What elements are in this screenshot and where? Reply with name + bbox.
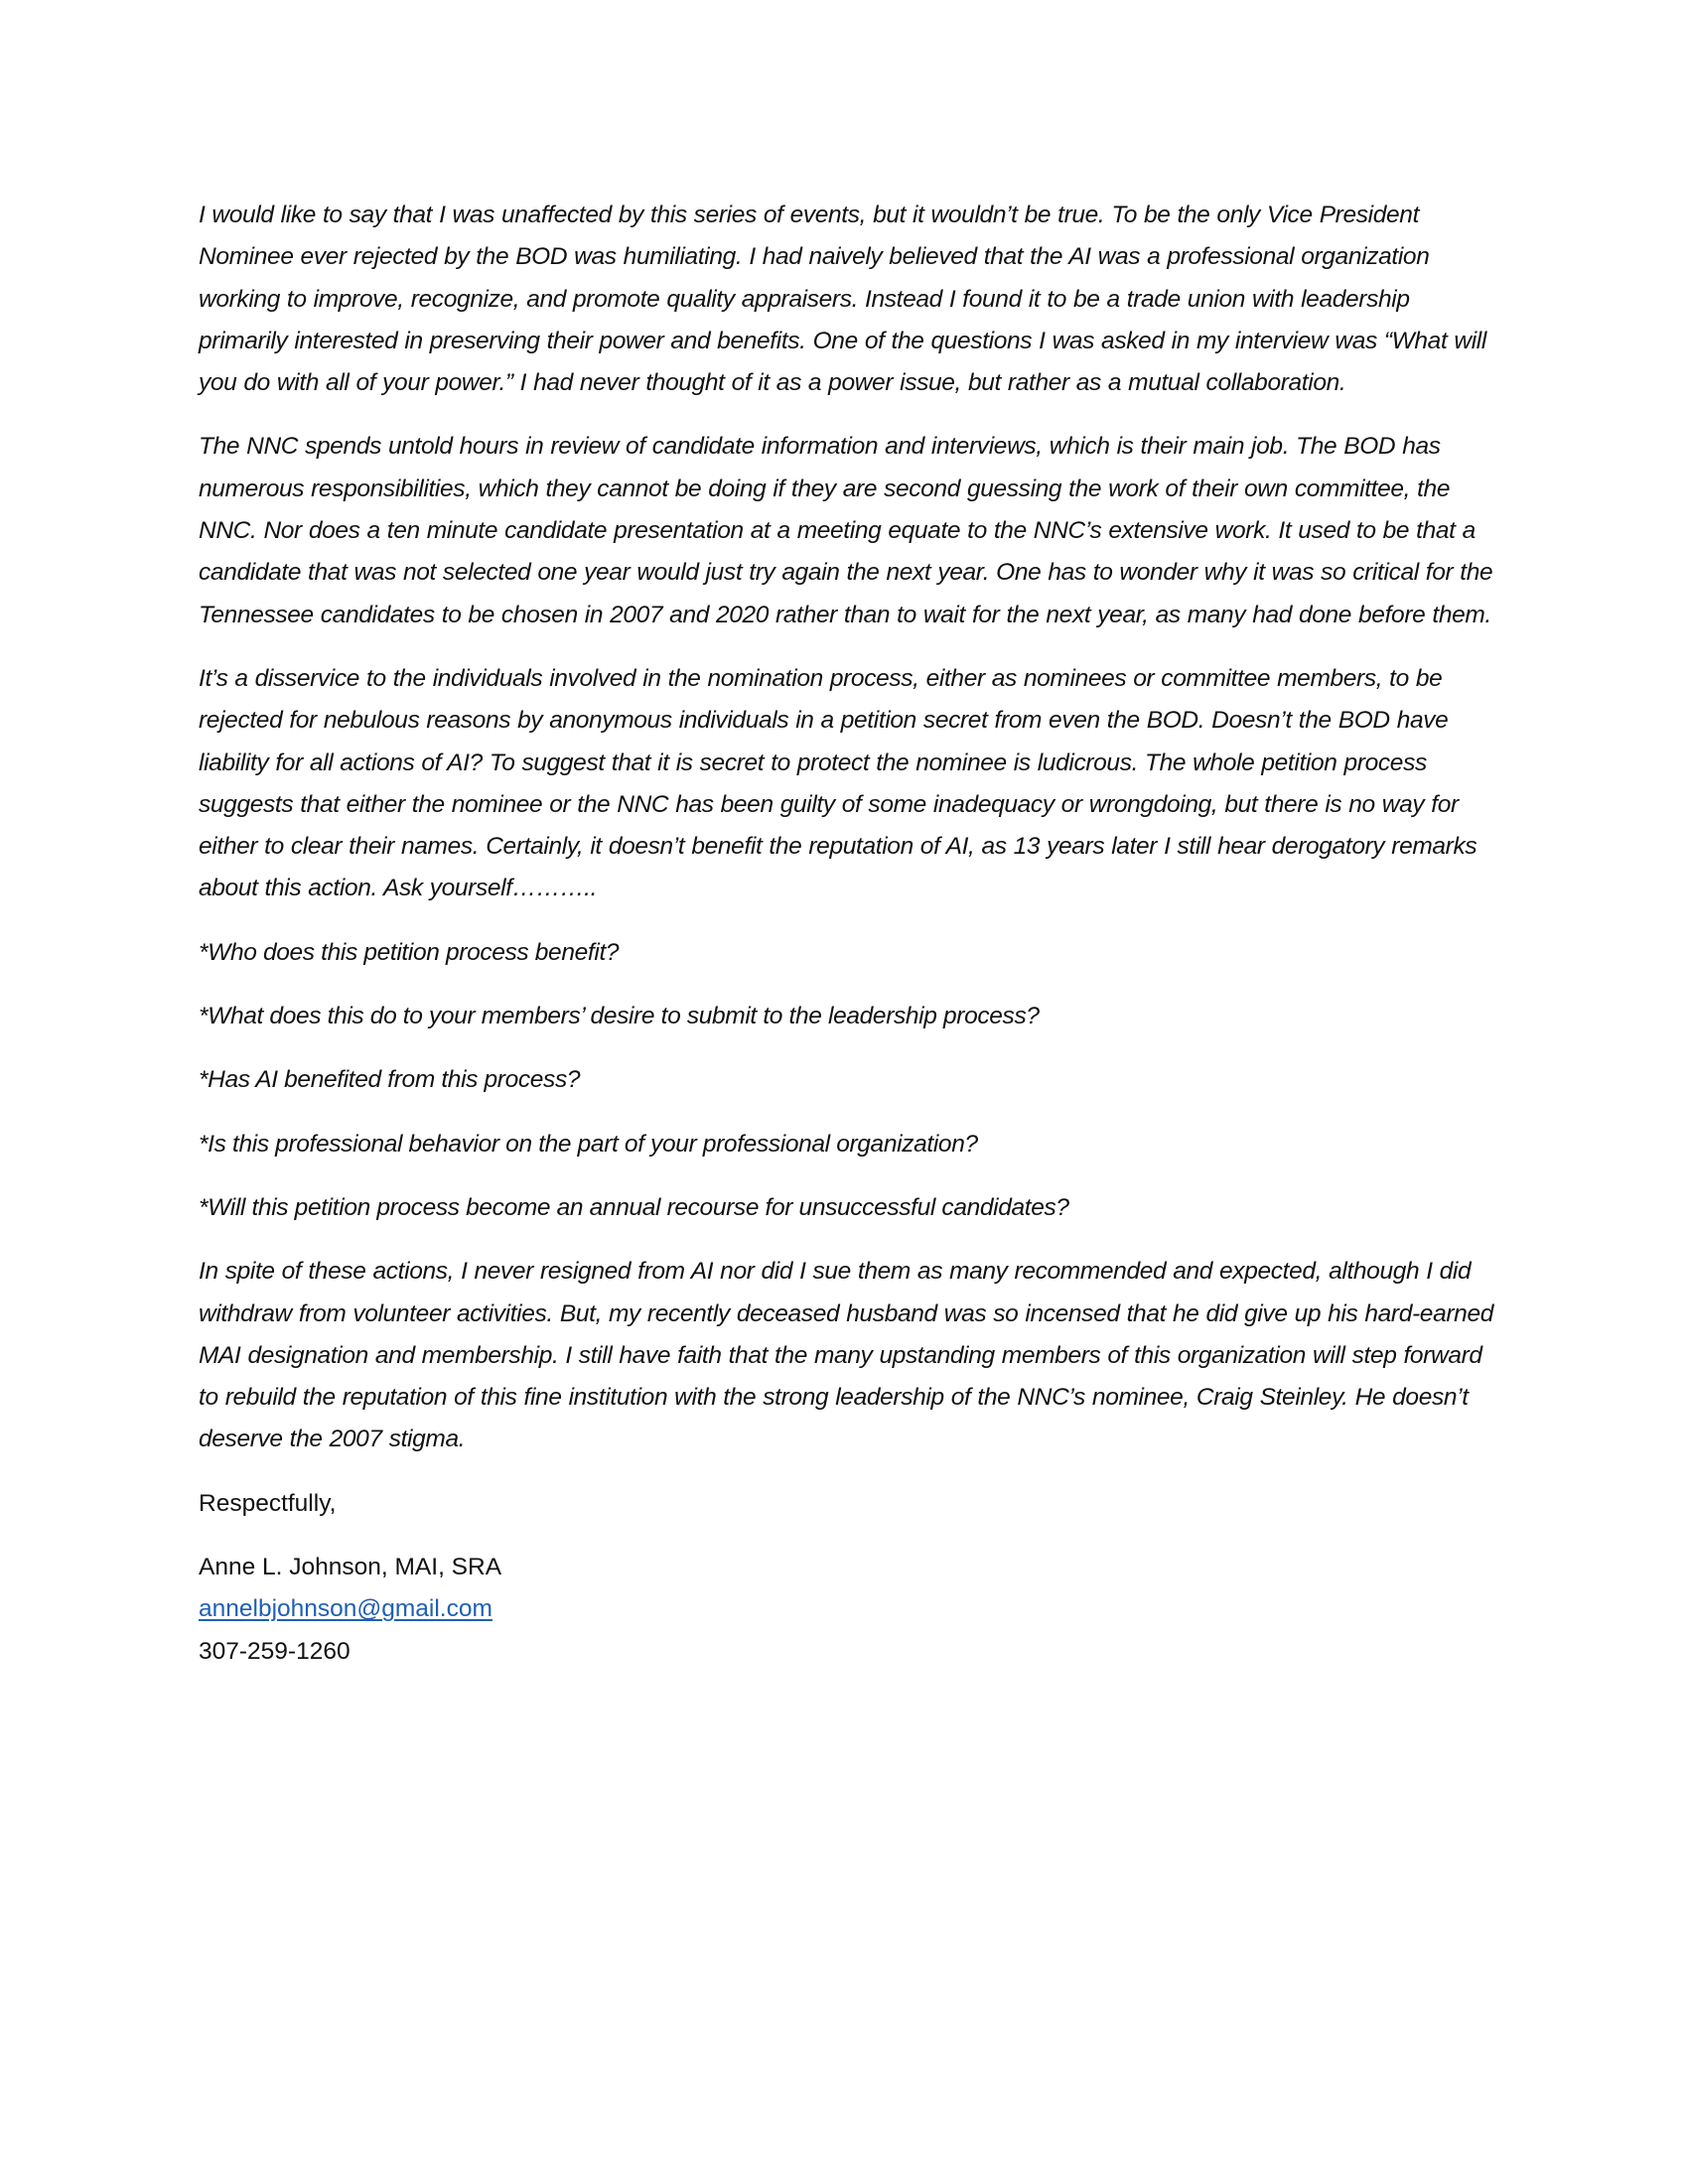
paragraph-nnc-review: The NNC spends untold hours in review of candidate information and interviews, which is their main job. The BOD has numerous responsibilities, which they cannot be doing if they are second guessing the work of their own committee, the NNC. Nor does a ten minute candidate presentation at a meeting equate to the NNC’s extensive work. It used to be that a candidate that was not selected one year would just try again the next year. One has to wonder why it was so critical for the Tennessee candidates to be chosen in 2007 and 2020 rather than to wait for the next year, as many had done before them. <box>199 433 1493 628</box>
closing-salutation: Respectfully, <box>199 1489 337 1517</box>
signature-email-line <box>199 1588 1499 1630</box>
question-item: *Who does this petition process benefit? <box>199 938 620 966</box>
paragraph-in-spite: In spite of these actions, I never resigned from AI nor did I sue them as many recommended and expected, although I did withdraw from volunteer activities. But, my recently deceased husband was so incensed that he did give up his hard-earned MAI designation and membership. I still have faith that the many upstanding members of this organization will step forward to rebuild the reputation of this fine institution with the strong leadership of the NNC’s nominee, Craig Steinley. He doesn’t deserve the 2007 stigma. <box>199 1258 1493 1453</box>
letter-page <box>199 195 1499 1673</box>
paragraph-disservice: It’s a disservice to the individuals involved in the nomination process, either as nominees or committee members, to be rejected for nebulous reasons by anonymous individuals in a petition secret from even the BOD. Doesn’t the BOD have liability for all actions of AI? To suggest that it is secret to protect the nominee is ludicrous. The whole petition process suggests that either the nominee or the NNC has been guilty of some inadequacy or wrongdoing, but there is no way for either to clear their names. Certainly, it doesn’t benefit the reputation of AI, as 13 years later I still hear derogatory remarks about this action. Ask yourself……….. <box>199 664 1477 902</box>
question-item: *Is this professional behavior on the part of your professional organization? <box>199 1130 978 1158</box>
question-item: *What does this do to your members’ desire to submit to the leadership process? <box>199 1003 1040 1030</box>
question-item: *Will this petition process become an annual recourse for unsuccessful candidates? <box>199 1193 1069 1221</box>
question-list <box>199 932 1499 1229</box>
signature-name: Anne L. Johnson, MAI, SRA <box>199 1554 502 1581</box>
signature-phone: 307-259-1260 <box>199 1637 351 1665</box>
signature-block <box>199 1547 1499 1673</box>
email-link[interactable]: annelbjohnson@gmail.com <box>199 1595 492 1623</box>
paragraph-unaffected: I would like to say that I was unaffected by this series of events, but it wouldn’t be true. To be the only Vice President Nominee ever rejected by the BOD was humiliating. I had naively believed that the AI was a professional organization working to improve, recognize, and promote quality appraisers. Instead I found it to be a trade union with leadership primarily interested in preserving their power and benefits. One of the questions I was asked in my interview was “What will you do with all of your power.” I had never thought of it as a power issue, but rather as a mutual collaboration. <box>199 202 1486 397</box>
question-item: *Has AI benefited from this process? <box>199 1066 581 1094</box>
